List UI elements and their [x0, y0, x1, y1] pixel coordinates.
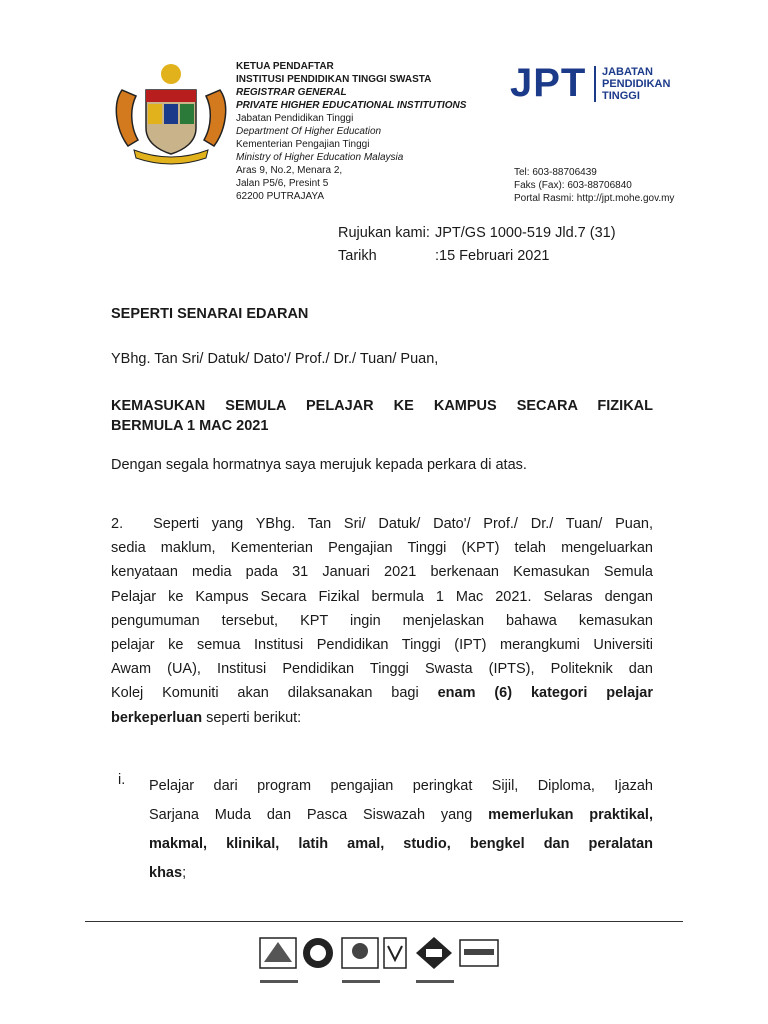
letterhead-line: KETUA PENDAFTAR — [236, 61, 334, 72]
sirim-cert-icon — [342, 938, 378, 968]
paragraph-line: pelajar ke semua Institusi Pendidikan Tinggi (IPT) merangkumi Universiti — [111, 636, 653, 653]
paragraph-text: seperti berikut: — [202, 709, 302, 726]
salutation: YBhg. Tan Sri/ Datuk/ Dato'/ Prof./ Dr./ Tuan/ Puan, — [111, 351, 439, 367]
reference-block — [338, 222, 616, 268]
paragraph-text: Seperti yang YBhg. Tan Sri/ Datuk/ Dato'/ Prof./ Dr./ Tuan/ Puan, — [153, 516, 653, 532]
paragraph-emphasis: berkeperluan — [111, 709, 203, 726]
list-item-line: Pelajar dari program pengajian peringkat Sijil, Diploma, Ijazah — [149, 778, 653, 794]
letterhead-line: Kementerian Pengajian Tinggi — [236, 139, 370, 150]
letterhead-line: 62200 PUTRAJAYA — [236, 191, 325, 202]
contact-info — [514, 166, 674, 205]
letterhead-line: Ministry of Higher Education Malaysia — [236, 152, 404, 163]
list-item-line — [149, 859, 653, 888]
paragraph-2 — [111, 512, 653, 730]
list-item-emphasis: khas — [149, 865, 183, 881]
subject-line: BERMULA 1 MAC 2021 — [111, 418, 269, 434]
certification-logos — [258, 934, 504, 996]
letterhead-line: PRIVATE HIGHER EDUCATIONAL INSTITUTIONS — [236, 100, 467, 111]
ukas-cert-icon — [384, 938, 406, 968]
list-item-emphasis: memerlukan praktikal, — [488, 807, 653, 823]
jpt-logo — [510, 60, 700, 110]
paragraph-line: kenyataan media pada 31 Januari 2021 berkenaan Kemasukan Semula — [111, 564, 653, 581]
contact-portal: Portal Rasmi: http://jpt.mohe.gov.my — [514, 193, 675, 204]
letterhead-line: Jabatan Pendidikan Tinggi — [236, 113, 354, 124]
iqnet-cert-icon — [303, 938, 333, 968]
paragraph-line: Awam (UA), Institusi Pendidikan Tinggi Swasta (IPTS), Politeknik dan — [111, 661, 653, 678]
jpt-sub-line: TINGGI — [602, 90, 640, 102]
recipient: SEPERTI SENARAI EDARAN — [111, 306, 309, 322]
letterhead-address — [236, 60, 506, 203]
quality-system-cert-icon — [416, 937, 452, 969]
standards-cert-icon — [460, 940, 498, 966]
paragraph-line: Pelajar ke Kampus Secara Fizikal bermula 1 Mac 2021. Selaras dengan — [111, 588, 653, 605]
paragraph-line: sedia maklum, Kementerian Pengajian Tinggi (KPT) telah mengeluarkan — [111, 540, 653, 557]
coat-of-arms-logo — [108, 60, 234, 168]
reference-label: Rujukan kami: — [338, 225, 430, 241]
paragraph-number: 2. — [111, 516, 124, 532]
letterhead-line: REGISTRAR GENERAL — [236, 87, 347, 98]
paragraph-text: Kolej Komuniti akan dilaksanakan bagi — [111, 685, 438, 702]
paragraph-line — [111, 512, 653, 536]
reference-value: JPT/GS 1000-519 Jld.7 (31) — [435, 225, 616, 241]
list-item-line: makmal, klinikal, latih amal, studio, bengkel dan peralatan — [149, 836, 653, 852]
opening-sentence: Dengan segala hormatnya saya merujuk kepada perkara di atas. — [111, 457, 527, 473]
footer-rule — [85, 921, 683, 922]
jpt-sub-line: JABATAN — [602, 66, 653, 78]
paragraph-line — [111, 681, 653, 705]
letterhead-line: Jalan P5/6, Presint 5 — [236, 178, 329, 189]
letterhead-line: Department Of Higher Education — [236, 126, 382, 137]
paragraph-emphasis: enam (6) kategori pelajar — [437, 685, 653, 702]
list-item-text: ; — [182, 865, 187, 881]
jpt-logo-divider — [594, 66, 596, 102]
letterhead-line: Aras 9, No.2, Menara 2, — [236, 165, 343, 176]
letterhead-line: INSTITUSI PENDIDIKAN TINGGI SWASTA — [236, 74, 432, 85]
quality-cert-icon — [260, 938, 296, 968]
paragraph-line: pengumuman tersebut, KPT ingin menjelaskan bahawa kemasukan — [111, 612, 653, 629]
reference-line — [338, 222, 616, 245]
subject-heading — [111, 396, 653, 436]
jpt-logo-text: JPT — [510, 61, 587, 105]
contact-fax: Faks (Fax): 603-88706840 — [514, 180, 632, 191]
date-line — [338, 245, 616, 268]
date-label: Tarikh — [338, 248, 377, 264]
list-item-text: Sarjana Muda dan Pasca Siswazah yang — [149, 807, 489, 823]
jpt-logo-subtitle — [602, 66, 670, 102]
date-value: :15 Februari 2021 — [435, 248, 550, 264]
jpt-sub-line: PENDIDIKAN — [602, 78, 671, 90]
paragraph-line — [111, 706, 653, 730]
list-marker: i. — [118, 772, 126, 788]
list-item-line — [149, 801, 653, 830]
subject-line: KEMASUKAN SEMULA PELAJAR KE KAMPUS SECARA FIZIKAL — [111, 398, 653, 414]
list-item — [149, 772, 653, 888]
contact-tel: Tel: 603-88706439 — [514, 167, 597, 178]
